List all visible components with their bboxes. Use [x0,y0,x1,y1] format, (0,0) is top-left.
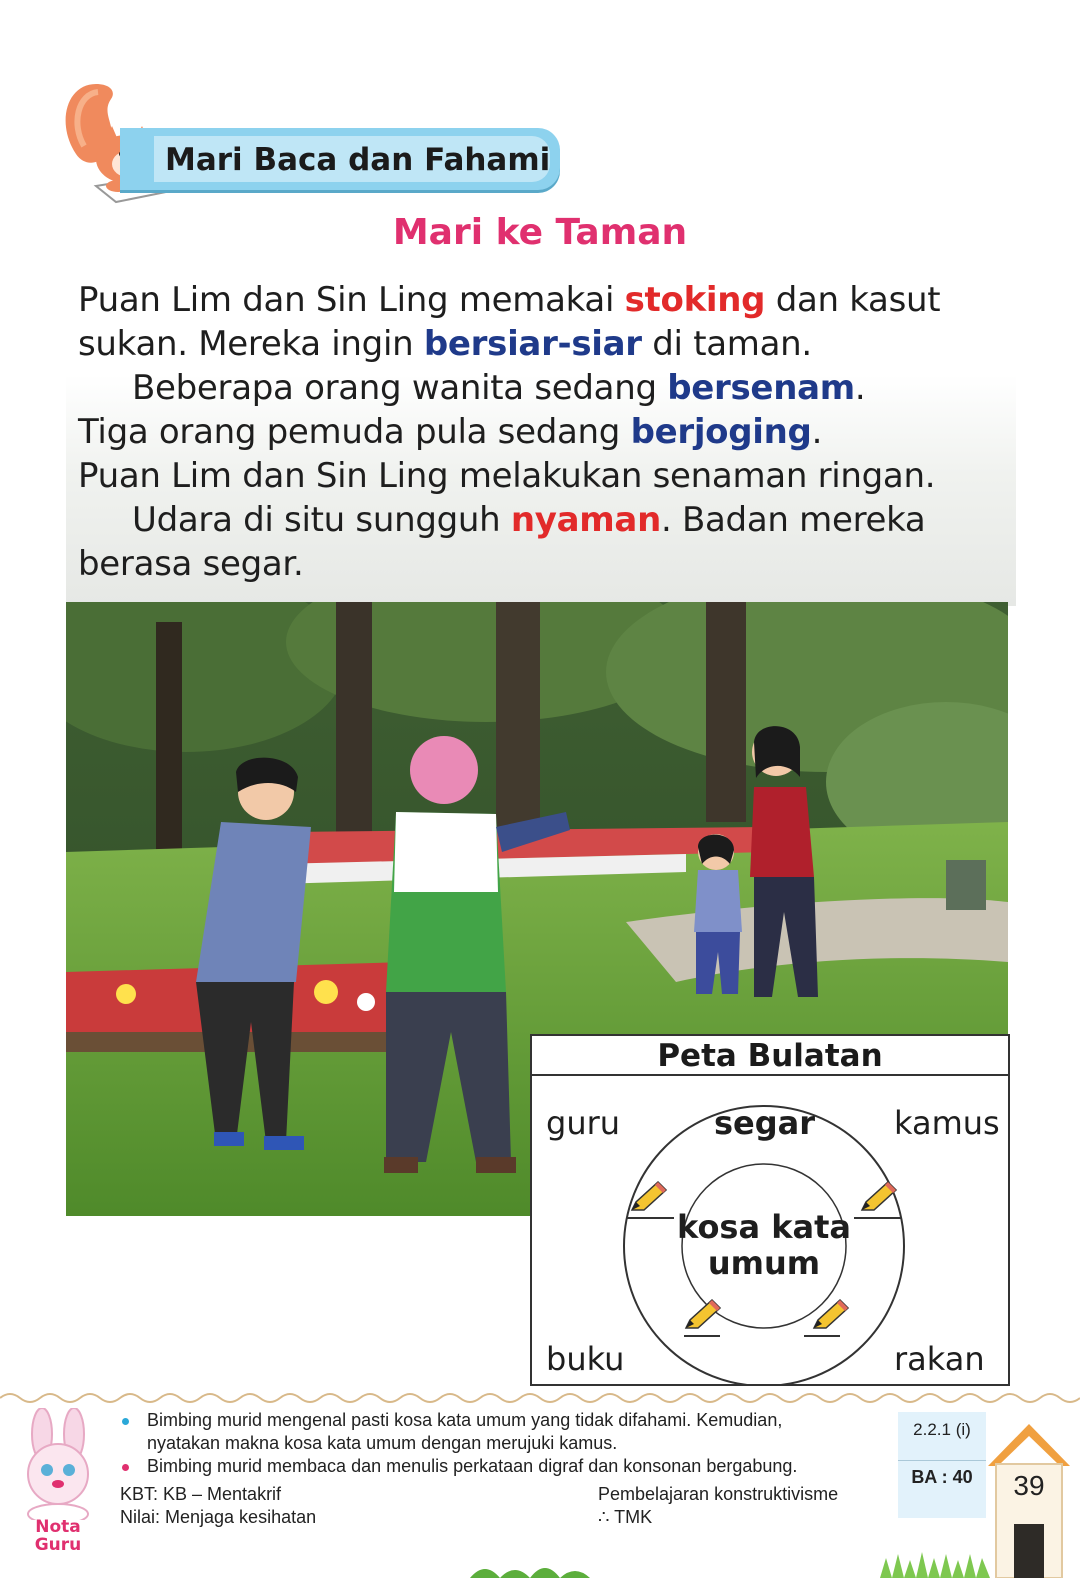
footer-divider [0,1388,1080,1408]
word-berjoging: berjoging [630,412,812,452]
note-pembelajaran: Pembelajaran konstruktivisme [598,1484,839,1504]
passage-line-4: Tiga orang pemuda pula sedang berjoging. [78,412,823,452]
bunny-mascot-icon [14,1408,102,1520]
standard-code: 2.2.1 (i) [913,1420,971,1439]
word-bersenam: bersenam [667,368,855,408]
note-kbt: KBT: KB – Mentakrif [120,1484,282,1504]
passage-line-1: Puan Lim dan Sin Ling memakai stoking dan kasut [78,280,941,320]
note-tmk: ∴ TMK [598,1507,653,1527]
passage-line-6: Udara di situ sungguh nyaman. Badan mereka [132,500,926,540]
standard-code-box [898,1412,986,1518]
grass-decoration [880,1548,990,1578]
bullet-dot [122,1418,129,1425]
ba-code: BA : 40 [898,1460,986,1488]
page-number: 39 [1013,1470,1045,1501]
note-bullet-1-line-1: Bimbing murid mengenal pasti kosa kata umum yang tidak difahami. Kemudian, [147,1410,783,1430]
circle-map-title: Peta Bulatan [657,1038,883,1074]
passage-line-7: berasa segar. [78,544,304,584]
nota-guru-label: Nota Guru [34,1517,82,1555]
pencil-icon [858,1180,898,1214]
section-banner [120,128,560,190]
story-title: Mari ke Taman [392,212,688,253]
pencil-icon [628,1180,668,1214]
word-stoking: stoking [624,280,766,320]
section-banner-label: Mari Baca dan Fahami [165,142,551,178]
circle-map-center-line-2: umum [707,1244,821,1282]
word-nyaman: nyaman [510,500,661,540]
circle-map-frame [532,1074,1008,1384]
word-kamus: kamus [894,1104,1000,1142]
circle-map-center-line-1: kosa kata [677,1208,851,1246]
passage-line-5: Puan Lim dan Sin Ling melakukan senaman ringan. [78,456,936,496]
word-rakan: rakan [894,1340,985,1378]
word-guru: guru [546,1104,621,1142]
word-bersiar-siar: bersiar-siar [423,324,642,364]
pencil-icon [810,1298,850,1332]
circle-map [530,1034,1010,1386]
pencil-icon [682,1298,722,1332]
passage-line-3: Beberapa orang wanita sedang bersenam. [132,368,866,408]
note-bullet-1-line-2: nyatakan makna kosa kata umum dengan merujuki kamus. [147,1433,618,1453]
note-bullet-2: Bimbing murid membaca dan menulis perkataan digraf dan konsonan bergabung. [147,1456,798,1476]
word-segar: segar [714,1104,816,1142]
note-nilai: Nilai: Menjaga kesihatan [120,1507,317,1527]
word-buku: buku [546,1340,625,1378]
bullet-dot [122,1464,129,1471]
grass-decoration [470,1556,590,1578]
passage-line-2: sukan. Mereka ingin bersiar-siar di taman. [78,324,812,364]
